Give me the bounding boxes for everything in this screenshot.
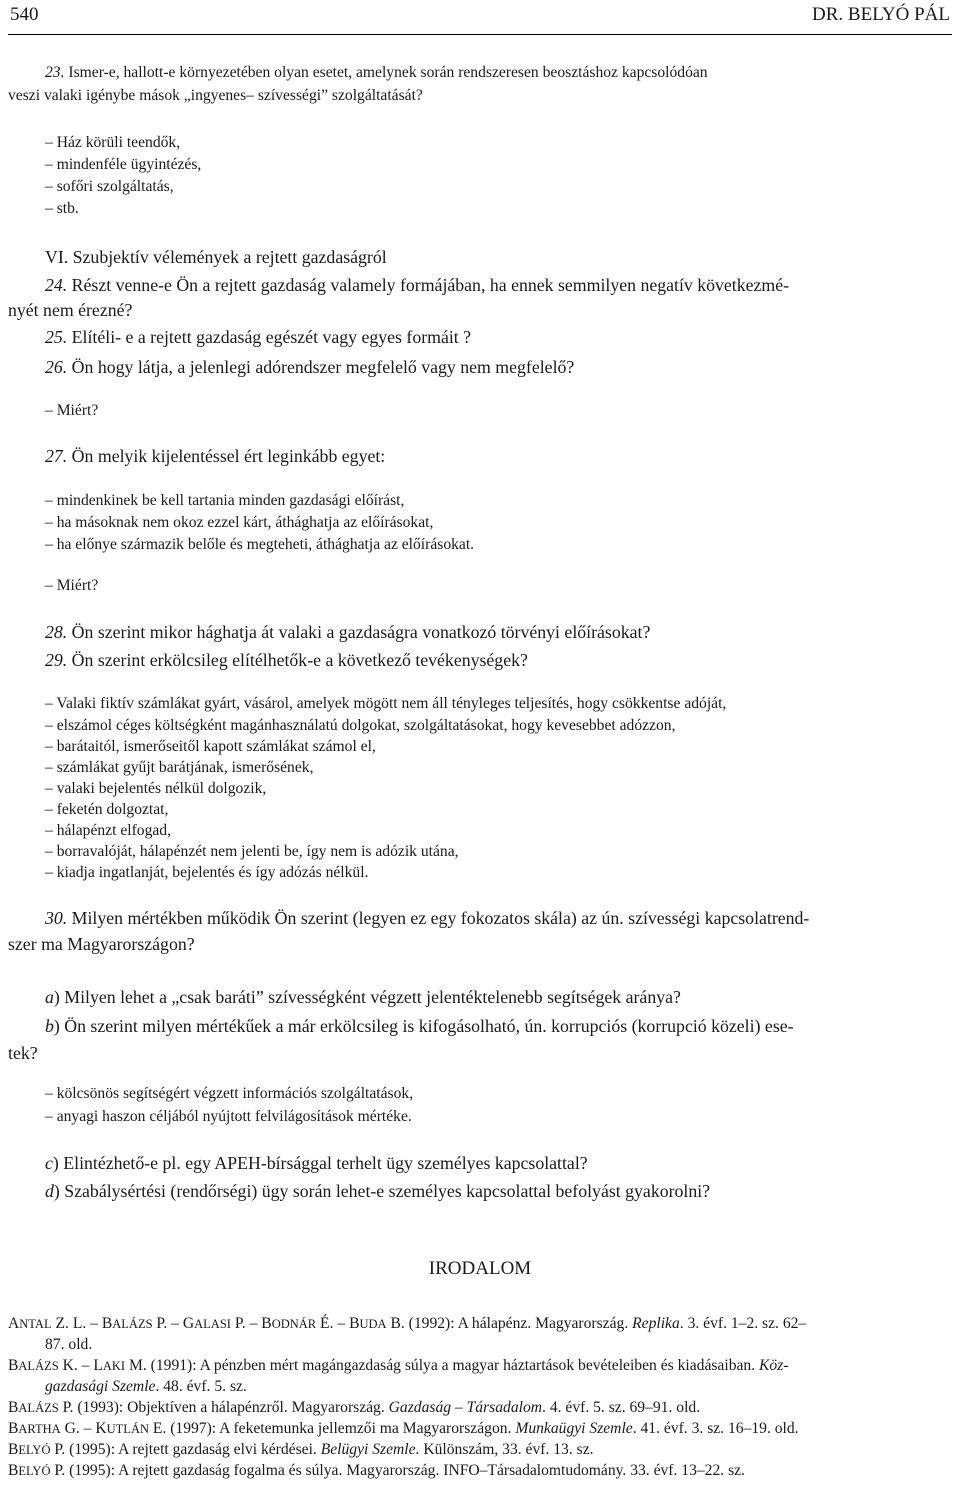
- list-item: – elszámol céges költségként magánhasználatú dolgokat, szolgáltatásokat, hogy kevesebbet adózzon,: [45, 717, 676, 734]
- reference-entry: BALÁZS K. – LAKI M. (1991): A pénzben mért magángazdaság súlya a magyar háztartások bevételeiben és kiadásaiban. Köz-: [8, 1357, 789, 1374]
- list-item: – stb.: [45, 200, 79, 217]
- list-item: – borravalóját, hálapénzét nem jelenti be, így nem is adózik utána,: [45, 843, 459, 860]
- list-item: – mindenféle ügyintézés,: [45, 156, 202, 173]
- sub-question-b-line-2: tek?: [8, 1043, 38, 1063]
- list-item: – hálapénzt elfogad,: [45, 822, 171, 839]
- question-24-line-1: 24. Részt venne-e Ön a rejtett gazdaság valamely formájában, ha ennek semmilyen negatív következmé-: [45, 275, 790, 295]
- sub-question-c: c) Elintézhető-e pl. egy APEH-bírsággal terhelt ügy személyes kapcsolattal?: [45, 1153, 588, 1173]
- question-24-line-2: nyét nem érezné?: [8, 300, 133, 320]
- list-item: – kölcsönös segítségért végzett információs szolgáltatások,: [45, 1085, 414, 1102]
- why-prompt: – Miért?: [45, 577, 99, 594]
- question-29: 29. Ön szerint erkölcsileg elítélhetők-e a következő tevékenységek?: [45, 650, 528, 670]
- question-28: 28. Ön szerint mikor hághatja át valaki a gazdaságra vonatkozó törvényi előírásokat?: [45, 622, 651, 642]
- question-27: 27. Ön melyik kijelentéssel ért leginkább egyet:: [45, 446, 386, 466]
- question-26: 26. Ön hogy látja, a jelenlegi adórendszer megfelelő vagy nem megfelelő?: [45, 357, 575, 377]
- section-heading: VI. Szubjektív vélemények a rejtett gazdaságról: [45, 247, 387, 267]
- list-item: – Ház körüli teendők,: [45, 134, 181, 151]
- reference-entry-continued: gazdasági Szemle. 48. évf. 5. sz.: [45, 1378, 247, 1395]
- references-heading: IRODALOM: [428, 1258, 532, 1279]
- question-25: 25. Elítéli- e a rejtett gazdaság egészét vagy egyes formáit ?: [45, 327, 472, 347]
- sub-question-a: a) Milyen lehet a „csak baráti” szívességként végzett jelentéktelenebb segítségek aránya?: [45, 987, 681, 1007]
- reference-entry: BELYÓ P. (1995): A rejtett gazdaság fogalma és súlya. Magyarország. INFO–Társadalomtudomány. 33. évf. 13–22. sz.: [8, 1462, 745, 1479]
- sub-question-b-line-1: b) Ön szerint milyen mértékűek a már erkölcsileg is kifogásolható, ún. korrupciós (korrupció közeli) ese-: [45, 1016, 794, 1036]
- list-item: – ha előnye származik belőle és megteheti, áthághatja az előírásokat.: [45, 536, 475, 553]
- list-item: – kiadja ingatlanját, bejelentés és így adózás nélkül.: [45, 864, 369, 881]
- list-item: – feketén dolgoztat,: [45, 801, 169, 818]
- list-item: – Valaki fiktív számlákat gyárt, vásárol, amelyek mögött nem áll tényleges teljesítés, hogy csökkentse adóját,: [45, 695, 727, 712]
- list-item: – számlákat gyűjt barátjának, ismerősének,: [45, 759, 314, 776]
- why-prompt: – Miért?: [45, 402, 99, 419]
- running-header: [8, 0, 952, 35]
- reference-entry: BARTHA G. – KUTLÁN E. (1997): A feketemunka jellemzői ma Magyarországon. Munkaügyi Szemle. 41. évf. 3. sz. 16–19. old.: [8, 1420, 799, 1437]
- question-number: 28.: [45, 622, 68, 642]
- question-30-line-1: 30. Milyen mértékben működik Ön szerint (legyen ez egy fokozatos skála) az ún. szívességi kapcsolatrend-: [45, 908, 810, 928]
- question-number: 29.: [45, 650, 68, 670]
- list-item: – sofőri szolgáltatás,: [45, 178, 174, 195]
- running-head-author: DR. BELYÓ PÁL: [812, 4, 950, 25]
- reference-entry-continued: 87. old.: [45, 1336, 93, 1353]
- question-number: 27.: [45, 446, 68, 466]
- list-item: – mindenkinek be kell tartania minden gazdasági előírást,: [45, 492, 405, 509]
- question-number: 24.: [45, 275, 68, 295]
- question-30-line-2: szer ma Magyarországon?: [8, 934, 195, 954]
- question-23-line-2: veszi valaki igénybe mások „ingyenes– szívességi” szolgáltatását?: [8, 87, 423, 104]
- page-number: 540: [10, 4, 39, 25]
- reference-entry: ANTAL Z. L. – BALÁZS P. – GALASI P. – BODNÁR É. – BUDA B. (1992): A hálapénz. Magyarország. Replika. 3. évf. 1–2. sz. 62–: [8, 1315, 807, 1332]
- question-number: 25.: [45, 327, 68, 347]
- question-number: 30.: [45, 908, 68, 928]
- reference-entry: BELYÓ P. (1995): A rejtett gazdaság elvi kérdései. Belügyi Szemle. Különszám, 33. évf. 13. sz.: [8, 1441, 594, 1458]
- question-number: 26.: [45, 357, 68, 377]
- sub-question-d: d) Szabálysértési (rendőrségi) ügy során lehet-e személyes kapcsolattal befolyást gyakorolni?: [45, 1181, 711, 1201]
- reference-entry: BALÁZS P. (1993): Objektíven a hálapénzről. Magyarország. Gazdaság – Társadalom. 4. évf. 5. sz. 69–91. old.: [8, 1399, 701, 1416]
- list-item: – ha másoknak nem okoz ezzel kárt, áthághatja az előírásokat,: [45, 514, 434, 531]
- list-item: – valaki bejelentés nélkül dolgozik,: [45, 780, 267, 797]
- list-item: – anyagi haszon céljából nyújtott felvilágosítások mértéke.: [45, 1108, 412, 1125]
- question-number: 23.: [45, 64, 65, 81]
- question-23-line-1: 23. Ismer-e, hallott-e környezetében olyan esetet, amelynek során rendszeresen beosztáshoz kapcsolódóan: [45, 64, 708, 81]
- list-item: – barátaitól, ismerőseitől kapott számlákat számol el,: [45, 738, 376, 755]
